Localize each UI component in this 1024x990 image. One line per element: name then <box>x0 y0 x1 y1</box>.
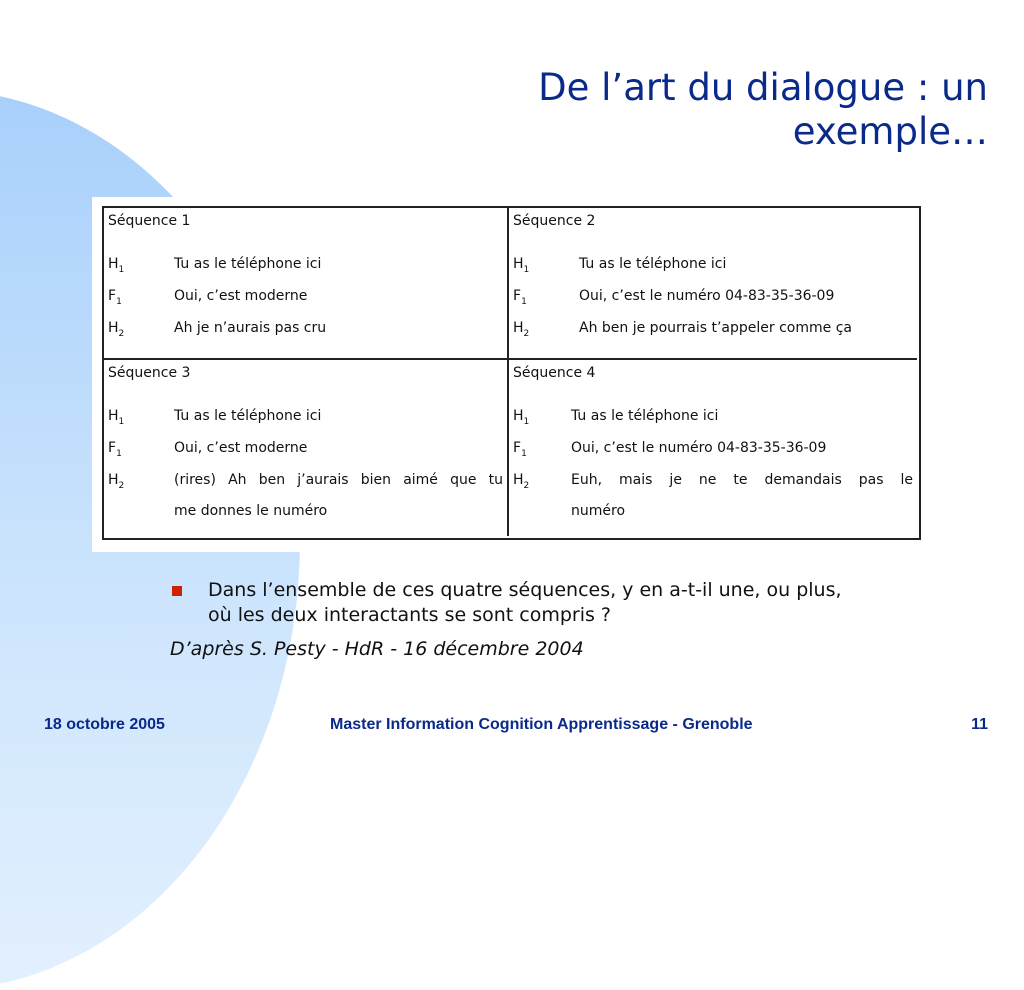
sequence-heading: Séquence 2 <box>513 213 596 229</box>
speaker-label: $F_1$ <box>108 439 122 459</box>
utterance: Tu as le téléphone ici <box>174 408 322 424</box>
dialogue-line <box>108 251 503 283</box>
utterance: (rires) Ah ben j’aurais bien aimé que tu <box>174 471 503 488</box>
utterance: Ah ben je pourrais t’appeler comme ça <box>579 319 852 336</box>
dialogue-line <box>513 435 913 467</box>
utterance: Tu as le téléphone ici <box>579 256 727 272</box>
speaker-label: $H_1$ <box>513 256 530 275</box>
sequence-3-cell <box>104 360 509 536</box>
sequence-heading: Séquence 4 <box>513 365 596 381</box>
speaker-label: $H_1$ <box>513 408 530 427</box>
title-line-2: exemple… <box>792 110 988 153</box>
bullet-text <box>208 578 842 628</box>
dialogue-line <box>513 315 913 347</box>
sequence-2-cell <box>509 208 917 360</box>
question-line-1: Dans l’ensemble de ces quatre séquences, y en a-t-il une, ou plus, <box>208 579 842 601</box>
speaker-label: $H_2$ <box>513 319 530 339</box>
speaker-label: $F_1$ <box>513 439 527 459</box>
sequence-1-cell <box>104 208 509 360</box>
dialogue-line <box>513 283 913 315</box>
source-citation: D’après S. Pesty - HdR - 16 décembre 2004 <box>170 638 584 660</box>
sequence-4-cell <box>509 360 917 536</box>
speaker-label: $H_2$ <box>108 471 125 491</box>
dialogue-table <box>102 206 921 540</box>
dialogue-line <box>108 467 503 499</box>
utterance: Oui, c’est le numéro 04-83-35-36-09 <box>579 287 835 304</box>
utterance-continuation: numéro <box>571 503 626 520</box>
slide-footer <box>0 716 1024 740</box>
utterance-continuation: me donnes le numéro <box>174 503 328 520</box>
title-line-1: De l’art du dialogue : un <box>538 66 988 109</box>
sequence-heading: Séquence 1 <box>108 213 191 229</box>
utterance: Oui, c’est le numéro 04-83-35-36-09 <box>571 439 827 456</box>
bullet-list <box>170 578 980 662</box>
speaker-label: $H_2$ <box>108 319 125 339</box>
utterance: Oui, c’est moderne <box>174 439 308 456</box>
footer-date: 18 octobre 2005 <box>44 716 165 733</box>
utterance: Ah je n’aurais pas cru <box>174 319 327 336</box>
dialogue-line <box>108 435 503 467</box>
dialogue-line <box>513 403 913 435</box>
bullet-item <box>170 578 980 628</box>
footer-course: Master Information Cognition Apprentissage - Grenoble <box>330 716 753 733</box>
dialogue-line <box>513 467 913 499</box>
dialogue-line <box>513 251 913 283</box>
speaker-label: $F_1$ <box>108 287 122 307</box>
speaker-label: $F_1$ <box>513 287 527 307</box>
utterance: Euh, mais je ne te demandais pas le <box>571 471 913 488</box>
dialogue-line <box>108 283 503 315</box>
dialogue-line <box>108 315 503 347</box>
page-number: 11 <box>971 716 988 733</box>
slide-title <box>348 66 988 154</box>
utterance: Tu as le téléphone ici <box>571 408 719 424</box>
speaker-label: $H_1$ <box>108 408 125 427</box>
speaker-label: $H_1$ <box>108 256 125 275</box>
square-bullet-icon <box>172 586 182 596</box>
dialogue-table-image <box>92 197 930 552</box>
speaker-label: $H_2$ <box>513 471 530 491</box>
dialogue-line <box>108 403 503 435</box>
sequence-heading: Séquence 3 <box>108 365 191 381</box>
question-line-2: où les deux interactants se sont compris ? <box>208 604 612 626</box>
utterance: Tu as le téléphone ici <box>174 256 322 272</box>
utterance: Oui, c’est moderne <box>174 287 308 304</box>
